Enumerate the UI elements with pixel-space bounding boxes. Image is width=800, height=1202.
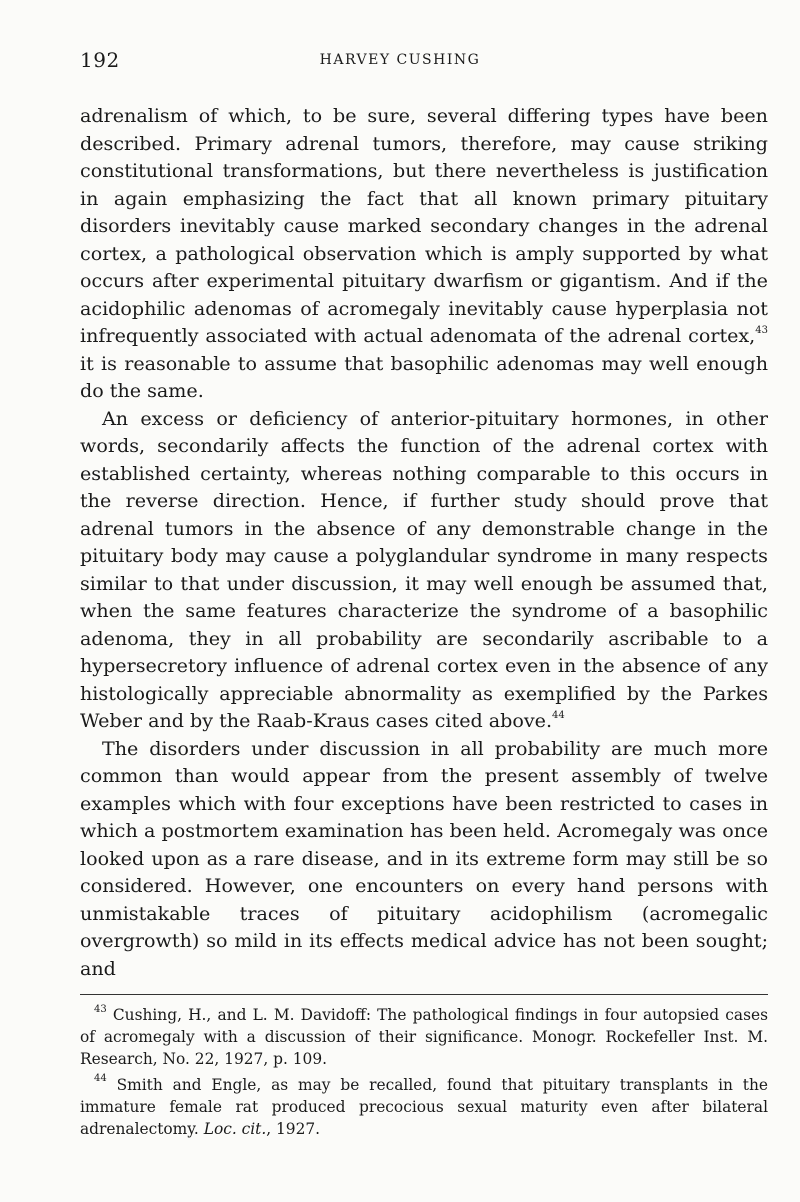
- footnote-44-citation: Loc. cit.: [203, 1120, 267, 1139]
- footnote-ref-44: 44: [552, 709, 565, 721]
- running-head: HARVEY CUSHING: [319, 52, 481, 68]
- paragraph-2: [80, 405, 768, 735]
- footnote-43: [80, 1004, 768, 1071]
- footnote-number-43: 43: [94, 1003, 107, 1015]
- footnote-number-44: 44: [94, 1073, 107, 1085]
- paragraph-3: The disorders under discussion in all probability are much more common than would appear from the present assembly of twelve examples which with four exceptions have been restricted to cases in which a postmortem examination has been held. Acromegaly was once looked upon as a rare disease, and in its extreme form may still be so considered. However, one encounters on every hand persons with unmistakable traces of pituitary acidophilism (acromegalic overgrowth) so mild in its effects medical advice has not been sought; and: [80, 736, 768, 980]
- paragraph-2-text: An excess or deficiency of anterior-pituitary hormones, in other words, secondarily affects the function of the adrenal cortex with established certainty, whereas nothing comparable to this occurs in the reverse direction. Hence, if further study should prove that adrenal tumors in the absence of any demonstrable change in the pituitary body may cause a polyglandular syndrome in many respects similar to that under discussion, it may well enough be assumed that, when the same features characterize the syndrome of a basophilic adenoma, they in all probability are secondarily ascribable to a hypersecretory influence of adrenal cortex even in the absence of any histologically appreciable abnormality as exemplified by the Parkes Weber and by the Raab-Kraus cases cited above.: [80, 406, 768, 732]
- footnote-44-tail: , 1927.: [266, 1120, 321, 1139]
- body-text: [80, 102, 768, 982]
- footnote-44-text: Smith and Engle, as may be recalled, found that pituitary transplants in the immature female rat produced precocious sexual maturity even after bilateral adrenalectomy.: [80, 1075, 768, 1139]
- footnote-divider: [80, 994, 768, 995]
- paragraph-1-text-cont: it is reasonable to assume that basophilic adenomas may well enough do the same.: [80, 351, 768, 402]
- paragraph-1: [80, 102, 768, 405]
- footnote-44: [80, 1074, 768, 1141]
- paragraph-1-text: adrenalism of which, to be sure, several differing types have been described. Primary adrenal tumors, therefore, may cause striking constitutional transformations, but there nevertheless is justification in again emphasizing the fact that all known primary pituitary disorders inevitably cause marked secondary changes in the adrenal cortex, a pathological observation which is amply supported by what occurs after experimental pituitary dwarfism or gigantism. And if the acidophilic adenomas of acromegaly inevitably cause hyperplasia not infrequently associated with actual adenomata of the adrenal cortex,: [80, 104, 768, 347]
- footnote-ref-43: 43: [755, 324, 768, 336]
- footnotes: [80, 1004, 768, 1140]
- footnote-43-text: Cushing, H., and L. M. Davidoff: The pathological findings in four autopsied cases of acromegaly with a discussion of their significance. Monogr. Rockefeller Inst. M. Research, No. 22, 1927, p. 109.: [80, 1006, 768, 1069]
- page-number: 192: [80, 48, 120, 72]
